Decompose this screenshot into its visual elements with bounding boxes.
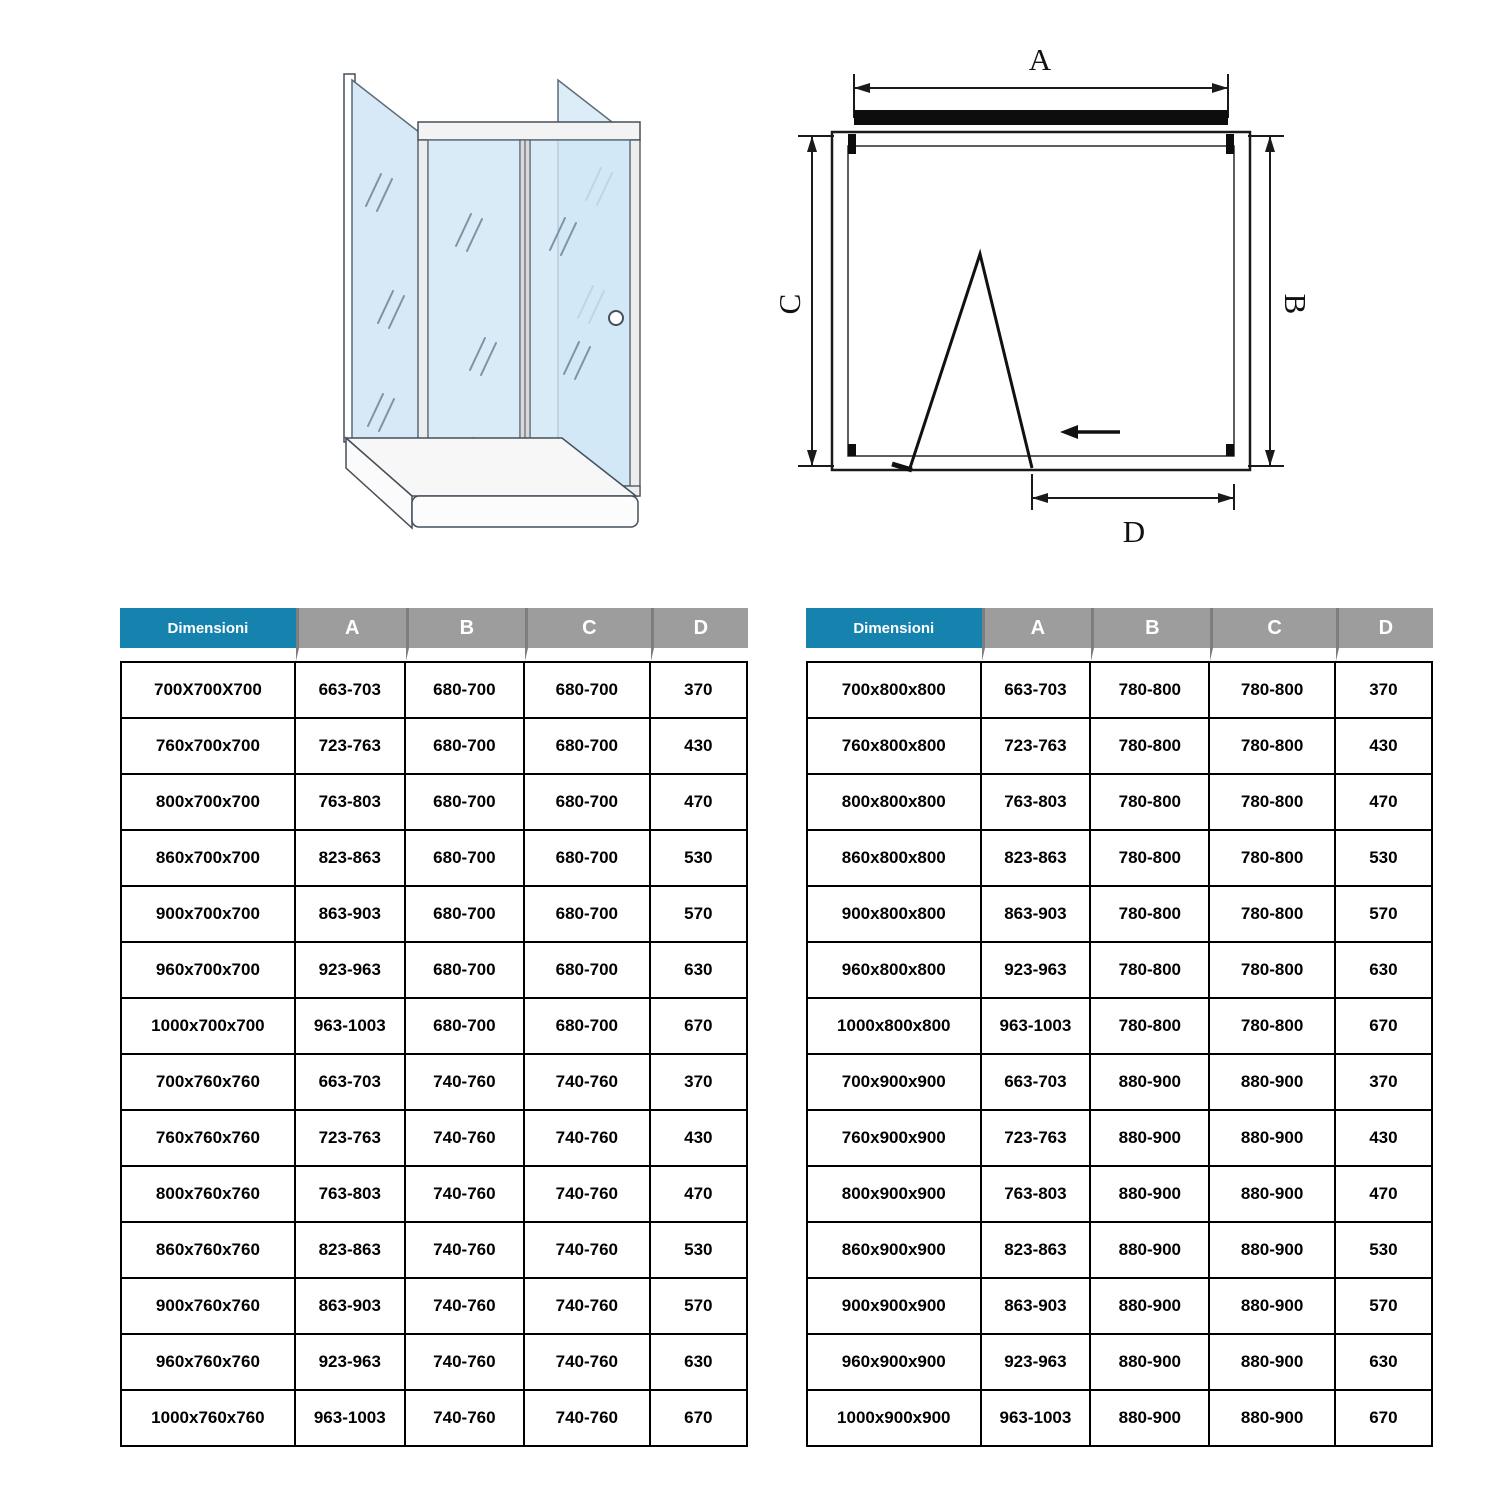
size-cell: 740-760	[525, 1279, 651, 1335]
size-cell: 680-700	[525, 887, 651, 943]
dimension-label-a: A	[1028, 42, 1052, 77]
top-frame-bar	[418, 122, 640, 140]
size-row	[120, 1167, 748, 1223]
size-cell-dimensions: 700x800x800	[806, 661, 982, 719]
corner-profile	[1226, 444, 1234, 456]
size-cell: 780-800	[1210, 943, 1335, 999]
size-cell: 740-760	[406, 1055, 525, 1111]
size-cell: 740-760	[525, 1055, 651, 1111]
size-cell-dimensions: 800x760x760	[120, 1167, 296, 1223]
size-cell: 863-903	[296, 887, 406, 943]
size-cell: 923-963	[296, 943, 406, 999]
size-cell: 923-963	[982, 1335, 1092, 1391]
size-cell: 680-700	[525, 661, 651, 719]
size-cell: 780-800	[1091, 775, 1210, 831]
size-cell-dimensions: 760x760x760	[120, 1111, 296, 1167]
size-cell-dimensions: 760x900x900	[806, 1111, 982, 1167]
right-frame-profile	[630, 140, 640, 496]
size-cell: 780-800	[1210, 661, 1335, 719]
size-cell: 740-760	[406, 1335, 525, 1391]
size-cell-dimensions: 1000x700x700	[120, 999, 296, 1055]
size-row	[120, 661, 748, 719]
size-cell: 663-703	[982, 661, 1092, 719]
size-cell: 570	[651, 887, 748, 943]
top-wall-bar	[854, 110, 1228, 125]
size-cell: 740-760	[525, 1391, 651, 1447]
size-cell: 880-900	[1210, 1391, 1335, 1447]
size-cell-dimensions: 700x760x760	[120, 1055, 296, 1111]
size-cell: 680-700	[406, 999, 525, 1055]
size-cell: 530	[651, 831, 748, 887]
size-cell-dimensions: 900x700x700	[120, 887, 296, 943]
shower-enclosure-3d-diagram	[300, 18, 700, 583]
size-cell: 663-703	[296, 661, 406, 719]
size-cell: 963-1003	[982, 1391, 1092, 1447]
size-cell: 780-800	[1091, 661, 1210, 719]
size-row	[120, 719, 748, 775]
dimensions-header-cell: Dimensioni	[806, 608, 982, 661]
size-cell: 923-963	[982, 943, 1092, 999]
size-cell: 880-900	[1210, 1055, 1335, 1111]
size-cell: 780-800	[1210, 775, 1335, 831]
size-cell: 823-863	[296, 831, 406, 887]
size-row	[120, 775, 748, 831]
size-cell-dimensions: 960x900x900	[806, 1335, 982, 1391]
size-cell-dimensions: 960x760x760	[120, 1335, 296, 1391]
dimension-label-d: D	[1122, 514, 1146, 549]
size-cell-dimensions: 760x800x800	[806, 719, 982, 775]
size-cell: 670	[651, 999, 748, 1055]
size-cell-dimensions: 860x700x700	[120, 831, 296, 887]
size-cell: 823-863	[982, 1223, 1092, 1279]
size-cell: 880-900	[1210, 1111, 1335, 1167]
size-cell: 863-903	[982, 1279, 1092, 1335]
size-row	[120, 1223, 748, 1279]
size-cell: 880-900	[1210, 1335, 1335, 1391]
size-cell: 880-900	[1091, 1391, 1210, 1447]
size-row	[806, 831, 1433, 887]
size-cell: 570	[1336, 887, 1433, 943]
size-cell-dimensions: 900x800x800	[806, 887, 982, 943]
size-cell: 880-900	[1091, 1111, 1210, 1167]
size-cell: 723-763	[982, 719, 1092, 775]
size-cell: 740-760	[406, 1391, 525, 1447]
shower-top-view-diagram	[772, 40, 1313, 565]
size-cell: 570	[1336, 1279, 1433, 1335]
size-cell: 880-900	[1091, 1223, 1210, 1279]
size-cell: 370	[651, 1055, 748, 1111]
size-cell: 630	[651, 943, 748, 999]
size-cell: 740-760	[525, 1223, 651, 1279]
size-row	[120, 887, 748, 943]
size-cell: 430	[651, 719, 748, 775]
size-row	[806, 999, 1433, 1055]
size-cell: 780-800	[1091, 887, 1210, 943]
size-cell: 470	[651, 775, 748, 831]
size-cell: 880-900	[1091, 1055, 1210, 1111]
size-cell: 663-703	[296, 1055, 406, 1111]
size-cell: 670	[651, 1391, 748, 1447]
fold-hinge-bar	[520, 140, 525, 486]
dimensions-table-left	[120, 608, 748, 1447]
size-cell: 780-800	[1210, 887, 1335, 943]
size-cell: 923-963	[296, 1335, 406, 1391]
size-cell: 430	[1336, 1111, 1433, 1167]
dimension-c	[772, 136, 834, 466]
size-row	[806, 661, 1433, 719]
size-cell: 763-803	[982, 775, 1092, 831]
dimension-label-b: B	[1278, 293, 1313, 315]
fold-hinge-bar	[525, 140, 530, 486]
size-row	[806, 775, 1433, 831]
size-cell-dimensions: 700X700X700	[120, 661, 296, 719]
size-cell: 530	[1336, 831, 1433, 887]
size-row	[120, 943, 748, 999]
dimensions-table-right	[806, 608, 1433, 1447]
size-cell: 863-903	[982, 887, 1092, 943]
size-cell: 880-900	[1210, 1167, 1335, 1223]
size-cell: 370	[1336, 661, 1433, 719]
size-row	[806, 1223, 1433, 1279]
size-cell-dimensions: 1000x800x800	[806, 999, 982, 1055]
size-cell: 823-863	[982, 831, 1092, 887]
size-cell: 630	[651, 1335, 748, 1391]
door-swing-line	[892, 254, 1032, 470]
size-cell: 740-760	[406, 1279, 525, 1335]
size-cell: 880-900	[1091, 1335, 1210, 1391]
dimension-b	[1248, 136, 1313, 466]
size-cell-dimensions: 860x900x900	[806, 1223, 982, 1279]
column-header-b: B	[406, 608, 525, 661]
size-cell: 880-900	[1091, 1167, 1210, 1223]
column-header-a: A	[296, 608, 406, 661]
size-row	[806, 719, 1433, 775]
size-row	[806, 887, 1433, 943]
size-cell: 740-760	[525, 1167, 651, 1223]
size-row	[120, 1391, 748, 1447]
size-cell-dimensions: 1000x900x900	[806, 1391, 982, 1447]
size-cell-dimensions: 860x800x800	[806, 831, 982, 887]
dimension-a	[854, 42, 1228, 118]
size-cell: 530	[651, 1223, 748, 1279]
size-cell: 963-1003	[982, 999, 1092, 1055]
size-row	[120, 1055, 748, 1111]
size-cell: 863-903	[296, 1279, 406, 1335]
table-header-row	[120, 608, 748, 661]
enclosure-outline	[832, 132, 1250, 470]
size-row	[806, 1279, 1433, 1335]
size-cell: 680-700	[525, 775, 651, 831]
size-row	[120, 1279, 748, 1335]
size-cell: 430	[651, 1111, 748, 1167]
door-handle-knob	[609, 311, 623, 325]
size-cell: 740-760	[406, 1167, 525, 1223]
size-cell: 530	[1336, 1223, 1433, 1279]
size-cell: 740-760	[525, 1111, 651, 1167]
size-cell: 723-763	[982, 1111, 1092, 1167]
size-cell: 470	[651, 1167, 748, 1223]
size-cell: 763-803	[982, 1167, 1092, 1223]
size-cell: 963-1003	[296, 999, 406, 1055]
size-cell: 740-760	[525, 1335, 651, 1391]
size-cell: 780-800	[1210, 999, 1335, 1055]
size-cell: 663-703	[982, 1055, 1092, 1111]
size-cell: 763-803	[296, 775, 406, 831]
size-cell: 670	[1336, 1391, 1433, 1447]
size-cell: 680-700	[406, 887, 525, 943]
size-cell: 740-760	[406, 1111, 525, 1167]
dimension-label-c: C	[772, 293, 807, 315]
size-cell: 470	[1336, 1167, 1433, 1223]
size-row	[806, 1167, 1433, 1223]
size-cell: 680-700	[406, 943, 525, 999]
size-cell: 630	[1336, 1335, 1433, 1391]
size-cell: 780-800	[1091, 831, 1210, 887]
column-header-c: C	[1210, 608, 1335, 661]
size-cell-dimensions: 960x800x800	[806, 943, 982, 999]
size-row	[120, 1335, 748, 1391]
size-cell: 680-700	[525, 719, 651, 775]
size-cell-dimensions: 800x800x800	[806, 775, 982, 831]
table-body	[806, 661, 1433, 1447]
size-cell-dimensions: 900x760x760	[120, 1279, 296, 1335]
size-cell: 680-700	[525, 943, 651, 999]
size-cell-dimensions: 700x900x900	[806, 1055, 982, 1111]
size-cell: 723-763	[296, 1111, 406, 1167]
size-cell: 670	[1336, 999, 1433, 1055]
door-direction-arrow	[1060, 425, 1120, 439]
size-cell: 780-800	[1091, 943, 1210, 999]
size-cell: 763-803	[296, 1167, 406, 1223]
dimension-d	[1032, 474, 1234, 549]
size-cell: 880-900	[1210, 1223, 1335, 1279]
size-cell: 723-763	[296, 719, 406, 775]
table-body	[120, 661, 748, 1447]
size-cell: 823-863	[296, 1223, 406, 1279]
size-cell-dimensions: 860x760x760	[120, 1223, 296, 1279]
size-cell: 963-1003	[296, 1391, 406, 1447]
door-glass-left	[428, 140, 520, 486]
size-cell-dimensions: 960x700x700	[120, 943, 296, 999]
size-cell: 680-700	[525, 999, 651, 1055]
size-cell: 680-700	[406, 719, 525, 775]
size-cell: 780-800	[1091, 719, 1210, 775]
size-cell-dimensions: 1000x760x760	[120, 1391, 296, 1447]
column-header-a: A	[982, 608, 1092, 661]
size-cell: 880-900	[1210, 1279, 1335, 1335]
corner-profile	[848, 444, 856, 456]
column-header-d: D	[1336, 608, 1433, 661]
size-cell: 370	[651, 661, 748, 719]
size-cell-dimensions: 900x900x900	[806, 1279, 982, 1335]
size-row	[806, 943, 1433, 999]
size-cell: 370	[1336, 1055, 1433, 1111]
corner-profile	[1226, 134, 1234, 154]
left-glass-panel	[344, 74, 424, 494]
size-cell-dimensions: 800x900x900	[806, 1167, 982, 1223]
size-cell: 680-700	[406, 661, 525, 719]
dimensions-header-cell: Dimensioni	[120, 608, 296, 661]
corner-profile	[848, 134, 856, 154]
size-row	[120, 831, 748, 887]
size-row	[120, 999, 748, 1055]
size-cell-dimensions: 760x700x700	[120, 719, 296, 775]
column-header-b: B	[1091, 608, 1210, 661]
size-cell: 680-700	[525, 831, 651, 887]
size-row	[120, 1111, 748, 1167]
size-cell: 430	[1336, 719, 1433, 775]
size-cell: 740-760	[406, 1223, 525, 1279]
table-header-row	[806, 608, 1433, 661]
size-row	[806, 1335, 1433, 1391]
column-header-d: D	[651, 608, 748, 661]
size-cell: 680-700	[406, 831, 525, 887]
size-cell: 880-900	[1091, 1279, 1210, 1335]
size-cell: 630	[1336, 943, 1433, 999]
size-cell: 470	[1336, 775, 1433, 831]
size-row	[806, 1391, 1433, 1447]
size-cell-dimensions: 800x700x700	[120, 775, 296, 831]
size-row	[806, 1111, 1433, 1167]
size-cell: 570	[651, 1279, 748, 1335]
size-row	[806, 1055, 1433, 1111]
size-cell: 780-800	[1210, 831, 1335, 887]
size-cell: 780-800	[1210, 719, 1335, 775]
column-header-c: C	[525, 608, 651, 661]
size-cell: 680-700	[406, 775, 525, 831]
size-cell: 780-800	[1091, 999, 1210, 1055]
